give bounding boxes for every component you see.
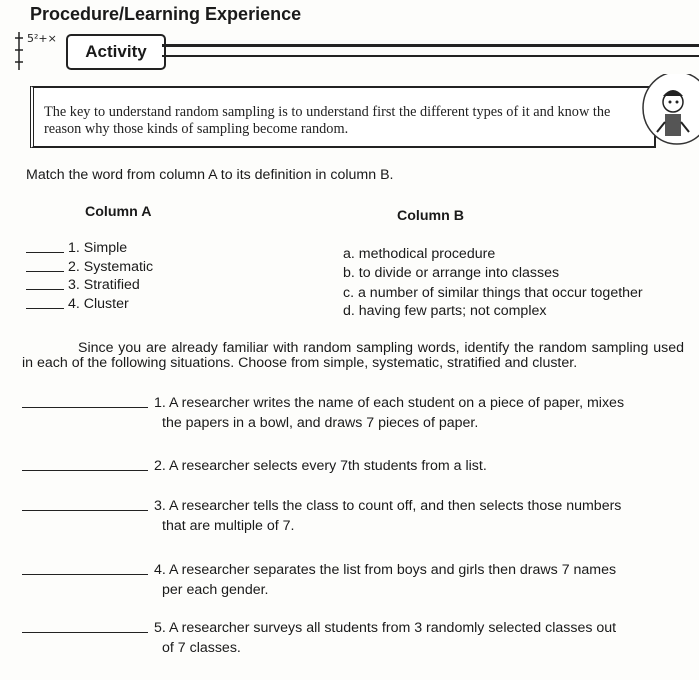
answer-blank[interactable] — [26, 252, 64, 253]
list-item: 1. Simple — [26, 240, 127, 256]
math-symbols-icon — [14, 24, 60, 74]
intro-text: The key to understand random sampling is to understand first the different types of it and know the reason why those kinds of sampling become random. — [44, 104, 611, 137]
situation-item: 2. A researcher selects every 7th students from a list. — [22, 456, 682, 476]
column-a-title: Column A — [85, 204, 152, 220]
svg-text:5²+×: 5²+× — [27, 32, 57, 45]
list-item: 3. Stratified — [26, 277, 140, 293]
header-rule — [162, 44, 699, 47]
answer-blank[interactable] — [22, 407, 148, 408]
reading-character-icon — [637, 74, 699, 158]
header-rule — [162, 55, 699, 57]
definition-item: c. a number of similar things that occur together — [343, 285, 643, 301]
situation-item: 5. A researcher surveys all students from 3 randomly selected classes out of 7 classes. — [22, 618, 682, 658]
situation-item: 1. A researcher writes the name of each student on a piece of paper, mixes the papers in a bowl, and draws 7 pieces of paper. — [22, 393, 682, 433]
answer-blank[interactable] — [22, 510, 148, 511]
matching-instruction: Match the word from column A to its definition in column B. — [26, 167, 394, 183]
list-item: 2. Systematic — [26, 259, 153, 275]
answer-blank[interactable] — [22, 632, 148, 633]
answer-blank[interactable] — [22, 470, 148, 471]
situation-item: 4. A researcher separates the list from boys and girls then draws 7 names per each gender. — [22, 560, 682, 600]
answer-blank[interactable] — [22, 574, 148, 575]
identification-instruction: Since you are already familiar with random sampling words, identify the random sampling used in each of the following situations. Choose from simple, systematic, stratified and cluster. — [22, 340, 684, 371]
page-title: Procedure/Learning Experience — [30, 4, 302, 24]
definition-item: a. methodical procedure — [343, 246, 496, 262]
answer-blank[interactable] — [26, 271, 64, 272]
answer-blank[interactable] — [26, 308, 64, 309]
definition-item: d. having few parts; not complex — [343, 303, 547, 319]
list-item: 4. Cluster — [26, 296, 129, 312]
answer-blank[interactable] — [26, 289, 64, 290]
column-b-title: Column B — [397, 208, 464, 224]
definition-item: b. to divide or arrange into classes — [343, 265, 560, 281]
activity-label: Activity — [66, 34, 166, 70]
situation-item: 3. A researcher tells the class to count off, and then selects those numbers that are multiple of 7. — [22, 496, 682, 536]
